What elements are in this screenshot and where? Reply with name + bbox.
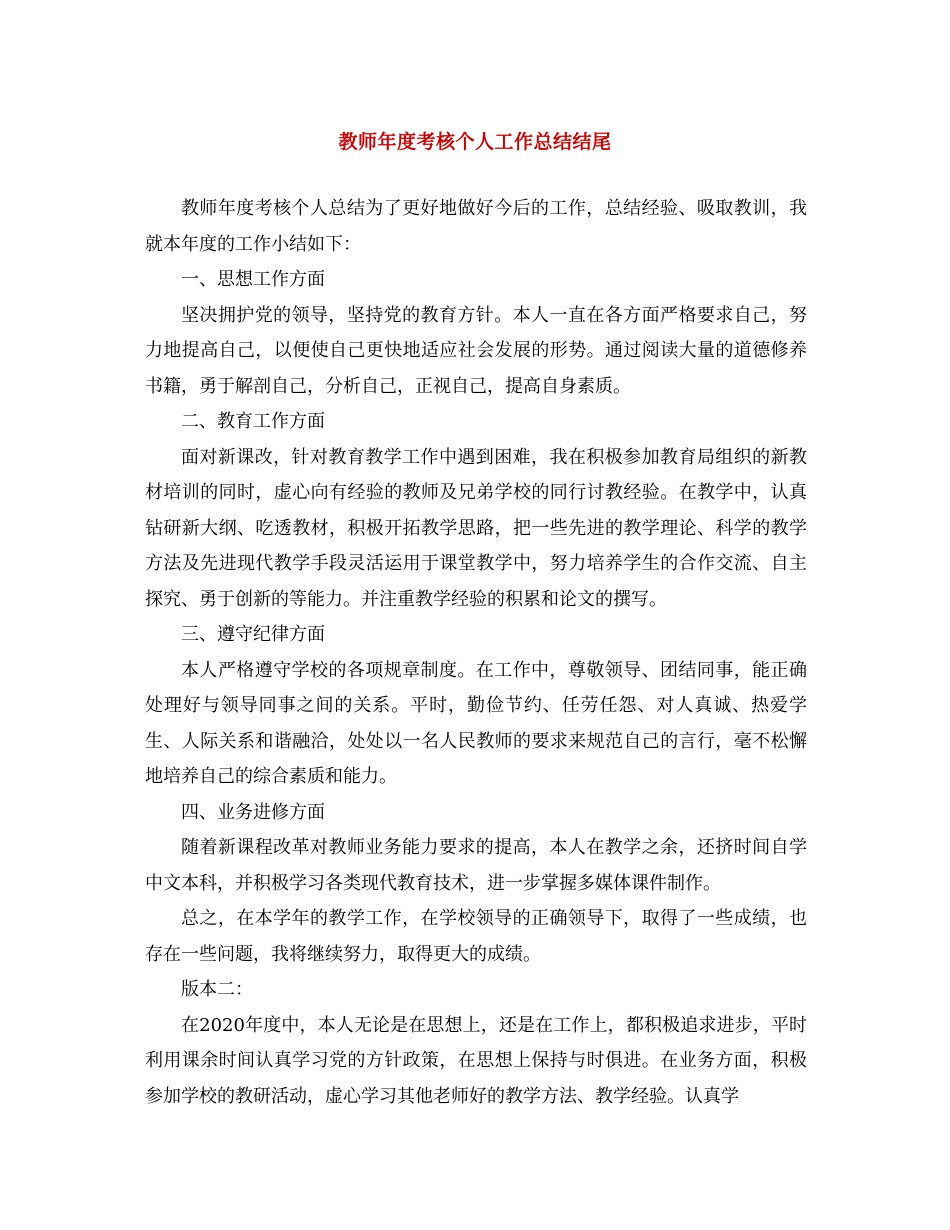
discipline-paragraph: 本人严格遵守学校的各项规章制度。在工作中，尊敬领导、团结同事，能正确处理好与领导同事之间的关系。平时，勤俭节约、任劳任怨、对人真诚、热爱学生、人际关系和谐融洽，处处以一名人民教师的要求来规范自己的言行，毫不松懈地培养自己的综合素质和能力。	[145, 659, 807, 787]
summary-paragraph: 总之，在本学年的教学工作，在学校领导的正确领导下，取得了一些成绩，也存在一些问题，我将继续努力，取得更大的成绩。	[145, 908, 807, 965]
section-heading-study: 四、业务进修方面	[181, 801, 325, 823]
section-heading-discipline: 三、遵守纪律方面	[181, 624, 325, 645]
thought-paragraph: 坚决拥护党的领导，坚持党的教育方针。本人一直在各方面严格要求自己，努力地提高自己，以便使自己更快地适应社会发展的形势。通过阅读大量的道德修养书籍，勇于解剖自己，分析自己，正视自己，提高自身素质。	[145, 304, 807, 397]
education-paragraph: 面对新课改，针对教育教学工作中遇到困难，我在积极参加教育局组织的新教材培训的同时，虚心向有经验的教师及兄弟学校的同行讨教经验。在教学中，认真钻研新大纲、吃透教材，积极开拓教学思路，把一些先进的教学理论、科学的教学方法及先进现代教学手段灵活运用于课堂教学中，努力培养学生的合作交流、自主探究、勇于创新的等能力。并注重教学经验的积累和论文的撰写。	[145, 446, 807, 610]
version-two-heading: 版本二：	[181, 979, 253, 1000]
document-title: 教师年度考核个人工作总结结尾	[338, 131, 612, 153]
section-heading-education: 二、教育工作方面	[181, 411, 325, 432]
document-body	[145, 191, 807, 1114]
version-two-paragraph: 在2020年度中，本人无论是在思想上，还是在工作上，都积极追求进步，平时利用课余时间认真学习党的方针政策，在思想上保持与时俱进。在业务方面，积极参加学校的教研活动，虚心学习其他老师好的教学方法、教学经验。认真学	[145, 1014, 807, 1107]
section-heading-thought: 一、思想工作方面	[181, 269, 325, 290]
study-paragraph: 随着新课程改革对教师业务能力要求的提高，本人在教学之余，还挤时间自学中文本科，并积极学习各类现代教育技术，进一步掌握多媒体课件制作。	[145, 837, 807, 894]
intro-paragraph: 教师年度考核个人总结为了更好地做好今后的工作，总结经验、吸取教训，我就本年度的工作小结如下：	[145, 198, 807, 255]
